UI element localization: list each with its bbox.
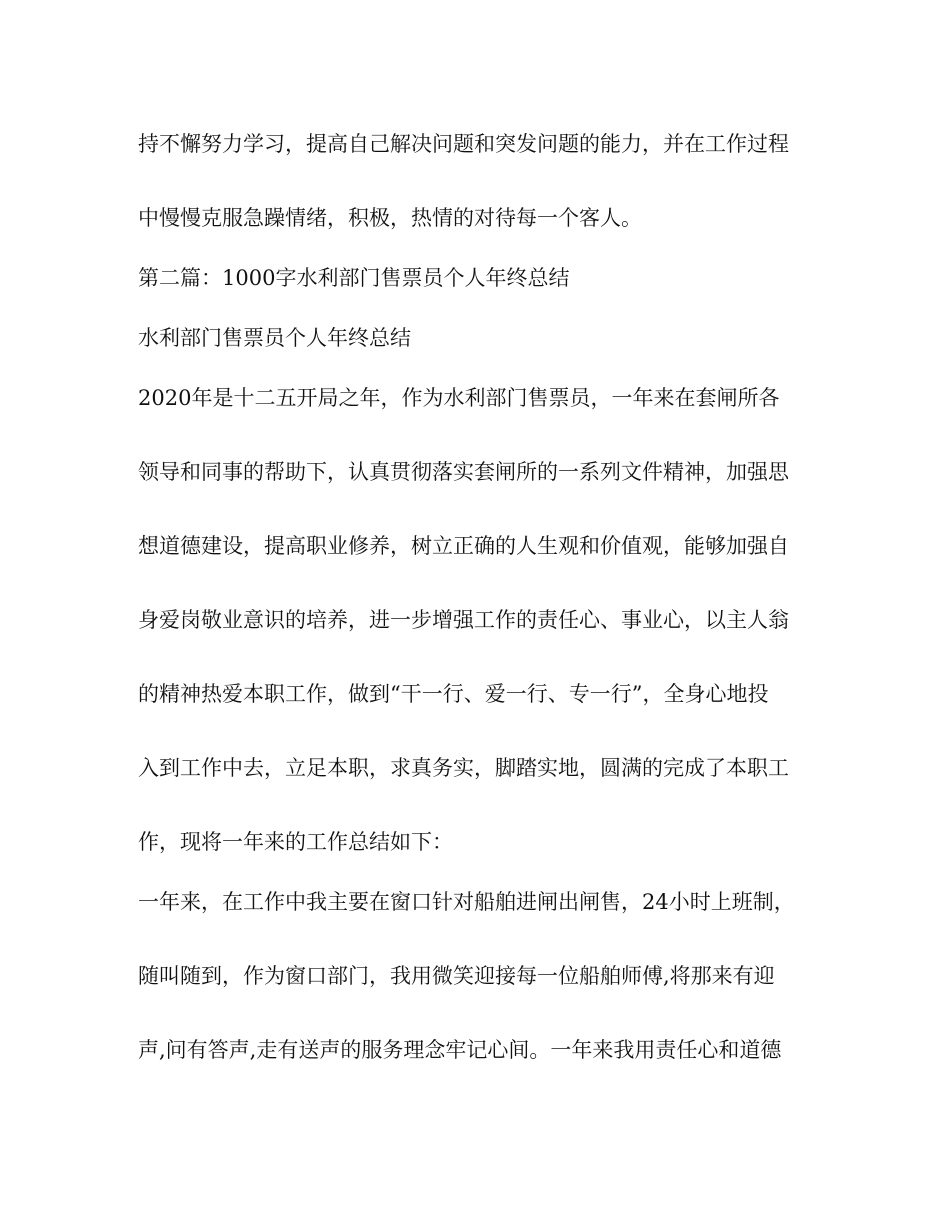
paragraph-line: 想道德建设，提高职业修养，树立正确的人生观和价值观，能够加强自 <box>138 534 789 558</box>
paragraph-line: 声,问有答声,走有送声的服务理念牢记心间。一年来我用责任心和道德 <box>138 1038 782 1062</box>
section-heading: 第二篇：1000字水利部门售票员个人年终总结 <box>138 266 570 290</box>
paragraph-line: 一年来，在工作中我主要在窗口针对船舶进闸出闸售，24小时上班制， <box>138 890 795 914</box>
paragraph-line: 身爱岗敬业意识的培养，进一步增强工作的责任心、事业心，以主人翁 <box>138 608 789 632</box>
paragraph-line: 作，现将一年来的工作总结如下： <box>138 830 453 854</box>
paragraph-line: 随叫随到，作为窗口部门，我用微笑迎接每一位船舶师傅,将那来有迎 <box>138 964 775 988</box>
paragraph-line: 持不懈努力学习，提高自己解决问题和突发问题的能力，并在工作过程 <box>138 132 789 156</box>
paragraph-line: 2020年是十二五开局之年，作为水利部门售票员，一年来在套闸所各 <box>138 386 780 410</box>
document-title: 水利部门售票员个人年终总结 <box>138 326 411 350</box>
paragraph-line: 的精神热爱本职工作，做到“干一行、爱一行、专一行”，全身心地投 <box>138 682 769 706</box>
paragraph-line: 中慢慢克服急躁情绪，积极，热情的对待每一个客人。 <box>138 206 642 230</box>
paragraph-line: 领导和同事的帮助下，认真贯彻落实套闸所的一系列文件精神，加强思 <box>138 460 789 484</box>
paragraph-line: 入到工作中去，立足本职，求真务实，脚踏实地，圆满的完成了本职工 <box>138 756 789 780</box>
